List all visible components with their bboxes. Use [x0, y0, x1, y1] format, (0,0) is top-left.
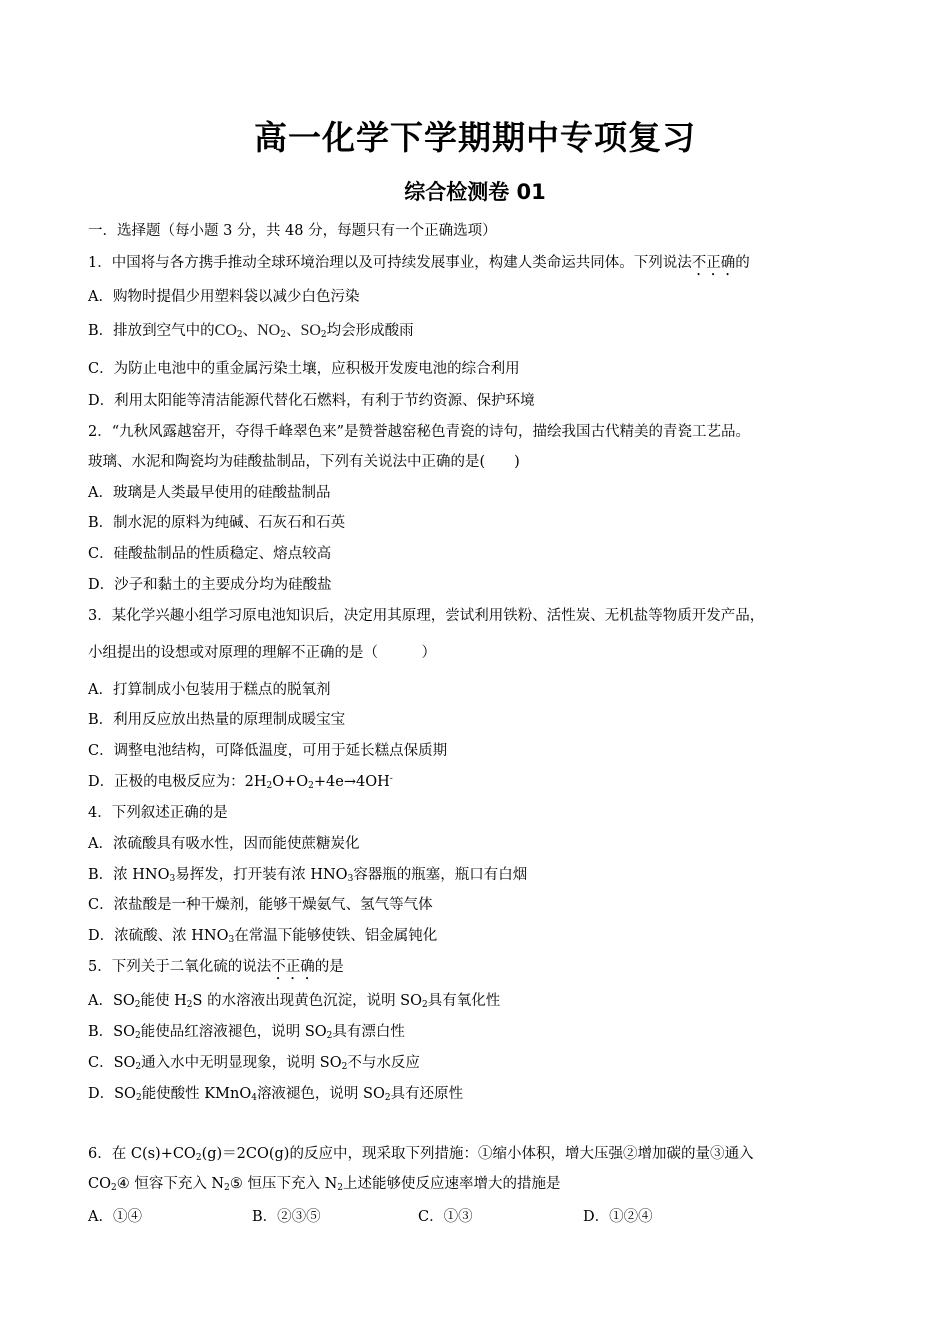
- question-4-stem: 4．下列叙述正确的是: [88, 805, 228, 821]
- question-3-option-d: D．正极的电极反应为：$2H_2O+O_2+4e\to 4OH^-$: [88, 774, 393, 791]
- question-2-stem-line2: 玻璃、水泥和陶瓷均为硅酸盐制品，下列有关说法中正确的是( ): [88, 454, 520, 470]
- question-4-option-c: C．浓盐酸是一种干燥剂，能够干燥氨气、氢气等气体: [88, 897, 433, 913]
- question-1-option-d: D．利用太阳能等清洁能源代替化石燃料，有利于节约资源、保护环境: [88, 393, 535, 409]
- question-2-option-b: B．制水泥的原料为纯碱、石灰石和石英: [88, 515, 346, 531]
- question-6-option-d: D．①②④: [583, 1209, 653, 1225]
- question-4-option-d: D．浓硫酸、浓 $HNO_3$在常温下能够使铁、铝金属钝化: [88, 928, 438, 945]
- question-6-option-a: A．①④: [88, 1209, 142, 1225]
- question-1-option-a: A．购物时提倡少用塑料袋以减少白色污染: [88, 289, 360, 305]
- page-subtitle: 综合检测卷 01: [404, 180, 546, 204]
- question-3-option-a: A．打算制成小包装用于糕点的脱氧剂: [88, 682, 331, 698]
- question-3-option-b: B．利用反应放出热量的原理制成暖宝宝: [88, 712, 346, 728]
- question-6-stem-line1: 6．在 $C(s)+CO_2(g)=2CO(g)$的反应中，现采取下列措施：①缩小体积，增大压强②增加碳的量③通入: [88, 1146, 754, 1163]
- question-5-stem: 5．下列关于二氧化硫的说法不正确的是: [88, 959, 344, 975]
- question-5-option-b: B．$SO_2$能使品红溶液褪色，说明 $SO_2$具有漂白性: [88, 1024, 405, 1041]
- question-6-stem-line2: $CO_2④$ 恒容下充入 $N_2⑤$ 恒压下充入 $N_2$上述能够使反应速率增大的措施是: [88, 1176, 561, 1193]
- question-1-option-c: C．为防止电池中的重金属污染土壤，应积极开发废电池的综合利用: [88, 361, 520, 377]
- question-5-option-d: D．$SO_2$能使酸性 KMnO$_4$溶液褪色，说明 $SO_2$具有还原性: [88, 1086, 464, 1103]
- question-5-option-a: A．$SO_2$能使 $H_2S$ 的水溶液出现黄色沉淀，说明 $SO_2$具有氧化性: [88, 993, 501, 1010]
- question-2-option-a: A．玻璃是人类最早使用的硅酸盐制品: [88, 485, 331, 501]
- question-4-option-b: B．浓 $HNO_3$易挥发，打开装有浓 $HNO_3$容器瓶的瓶塞，瓶口有白烟: [88, 867, 528, 884]
- question-6-option-b: B．②③⑤: [252, 1209, 321, 1225]
- question-6-option-c: C．①③: [418, 1209, 473, 1225]
- question-1-option-b: B．排放到空气中的$CO_2$、$NO_2$、$SO_2$均会形成酸雨: [88, 322, 414, 340]
- page-title: 高一化学下学期期中专项复习: [254, 118, 696, 157]
- question-3-option-c: C．调整电池结构，可降低温度，可用于延长糕点保质期: [88, 743, 448, 759]
- question-1-stem: 1．中国将与各方携手推动全球环境治理以及可持续发展事业，构建人类命运共同体。下列说法不正确的: [88, 255, 750, 271]
- question-3-stem-line2: 小组提出的设想或对原理的理解不正确的是（ ）: [88, 645, 436, 661]
- question-3-stem-line1: 3．某化学兴趣小组学习原电池知识后，决定用其原理，尝试利用铁粉、活性炭、无机盐等物质开发产品，: [88, 608, 765, 624]
- question-4-option-a: A．浓硫酸具有吸水性，因而能使蔗糖炭化: [88, 836, 360, 852]
- question-5-option-c: C．$SO_2$通入水中无明显现象，说明 $SO_2$不与水反应: [88, 1055, 420, 1072]
- question-2-option-d: D．沙子和黏土的主要成分均为硅酸盐: [88, 577, 332, 593]
- question-2-stem-line1: 2．“九秋风露越窑开，夺得千峰翠色来”是赞誉越窑秘色青瓷的诗句，描绘我国古代精美的青瓷工艺品。: [88, 424, 751, 440]
- emphasis-not-correct: 不正确: [271, 959, 315, 975]
- section-heading: 一．选择题（每小题 3 分，共 48 分，每题只有一个正确选项）: [88, 223, 497, 239]
- question-2-option-c: C．硅酸盐制品的性质稳定、熔点较高: [88, 546, 332, 562]
- emphasis-not-correct: 不正确: [691, 255, 736, 271]
